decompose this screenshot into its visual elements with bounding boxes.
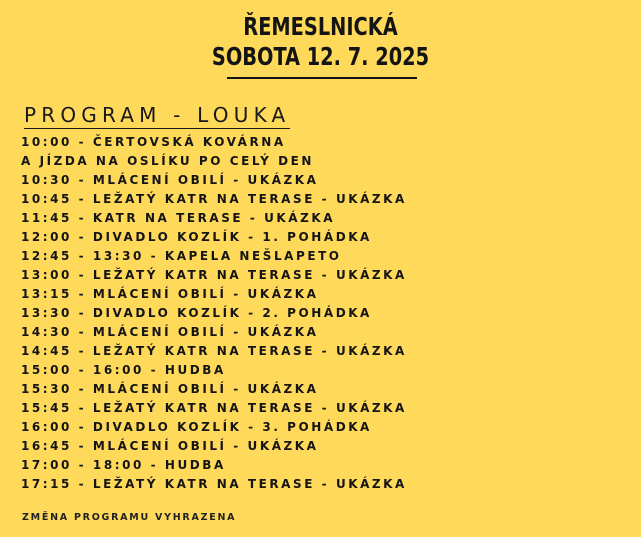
schedule-item: 15:00 - 16:00 - HUDBA	[21, 363, 226, 377]
schedule-item: 13:15 - MLÁCENÍ OBILÍ - UKÁZKA	[21, 287, 319, 301]
schedule-item: 10:00 - ČERTOVSKÁ KOVÁRNA	[21, 135, 286, 149]
schedule-item: 15:30 - MLÁCENÍ OBILÍ - UKÁZKA	[21, 382, 319, 396]
schedule-item: A JÍZDA NA OSLÍKU PO CELÝ DEN	[21, 154, 314, 168]
schedule-item: 13:00 - LEŽATÝ KATR NA TERASE - UKÁZKA	[21, 268, 407, 282]
schedule-item: 15:45 - LEŽATÝ KATR NA TERASE - UKÁZKA	[21, 401, 407, 415]
schedule-item: 12:45 - 13:30 - KAPELA NEŠLAPETO	[21, 249, 342, 263]
schedule-item: 17:00 - 18:00 - HUDBA	[21, 458, 226, 472]
schedule-item: 17:15 - LEŽATÝ KATR NA TERASE - UKÁZKA	[21, 477, 407, 491]
schedule-item: 10:30 - MLÁCENÍ OBILÍ - UKÁZKA	[21, 173, 319, 187]
schedule-item: 14:30 - MLÁCENÍ OBILÍ - UKÁZKA	[21, 325, 319, 339]
schedule-item: 10:45 - LEŽATÝ KATR NA TERASE - UKÁZKA	[21, 192, 407, 206]
schedule-item: 16:00 - DIVADLO KOZLÍK - 3. POHÁDKA	[21, 420, 372, 434]
section-title: PROGRAM - LOUKA	[24, 103, 291, 127]
schedule-item: 11:45 - KATR NA TERASE - UKÁZKA	[21, 211, 336, 225]
event-header	[0, 12, 641, 79]
program-change-note: ZMĚNA PROGRAMU VYHRAZENA	[22, 512, 237, 523]
title-divider	[227, 77, 417, 79]
program-schedule	[21, 133, 407, 494]
event-title: ŘEMESLNICKÁ	[243, 12, 398, 41]
schedule-item: 14:45 - LEŽATÝ KATR NA TERASE - UKÁZKA	[21, 344, 407, 358]
schedule-item: 16:45 - MLÁCENÍ OBILÍ - UKÁZKA	[21, 439, 319, 453]
event-date: SOBOTA 12. 7. 2025	[211, 42, 430, 71]
schedule-item: 12:00 - DIVADLO KOZLÍK - 1. POHÁDKA	[21, 230, 372, 244]
schedule-item: 13:30 - DIVADLO KOZLÍK - 2. POHÁDKA	[21, 306, 372, 320]
